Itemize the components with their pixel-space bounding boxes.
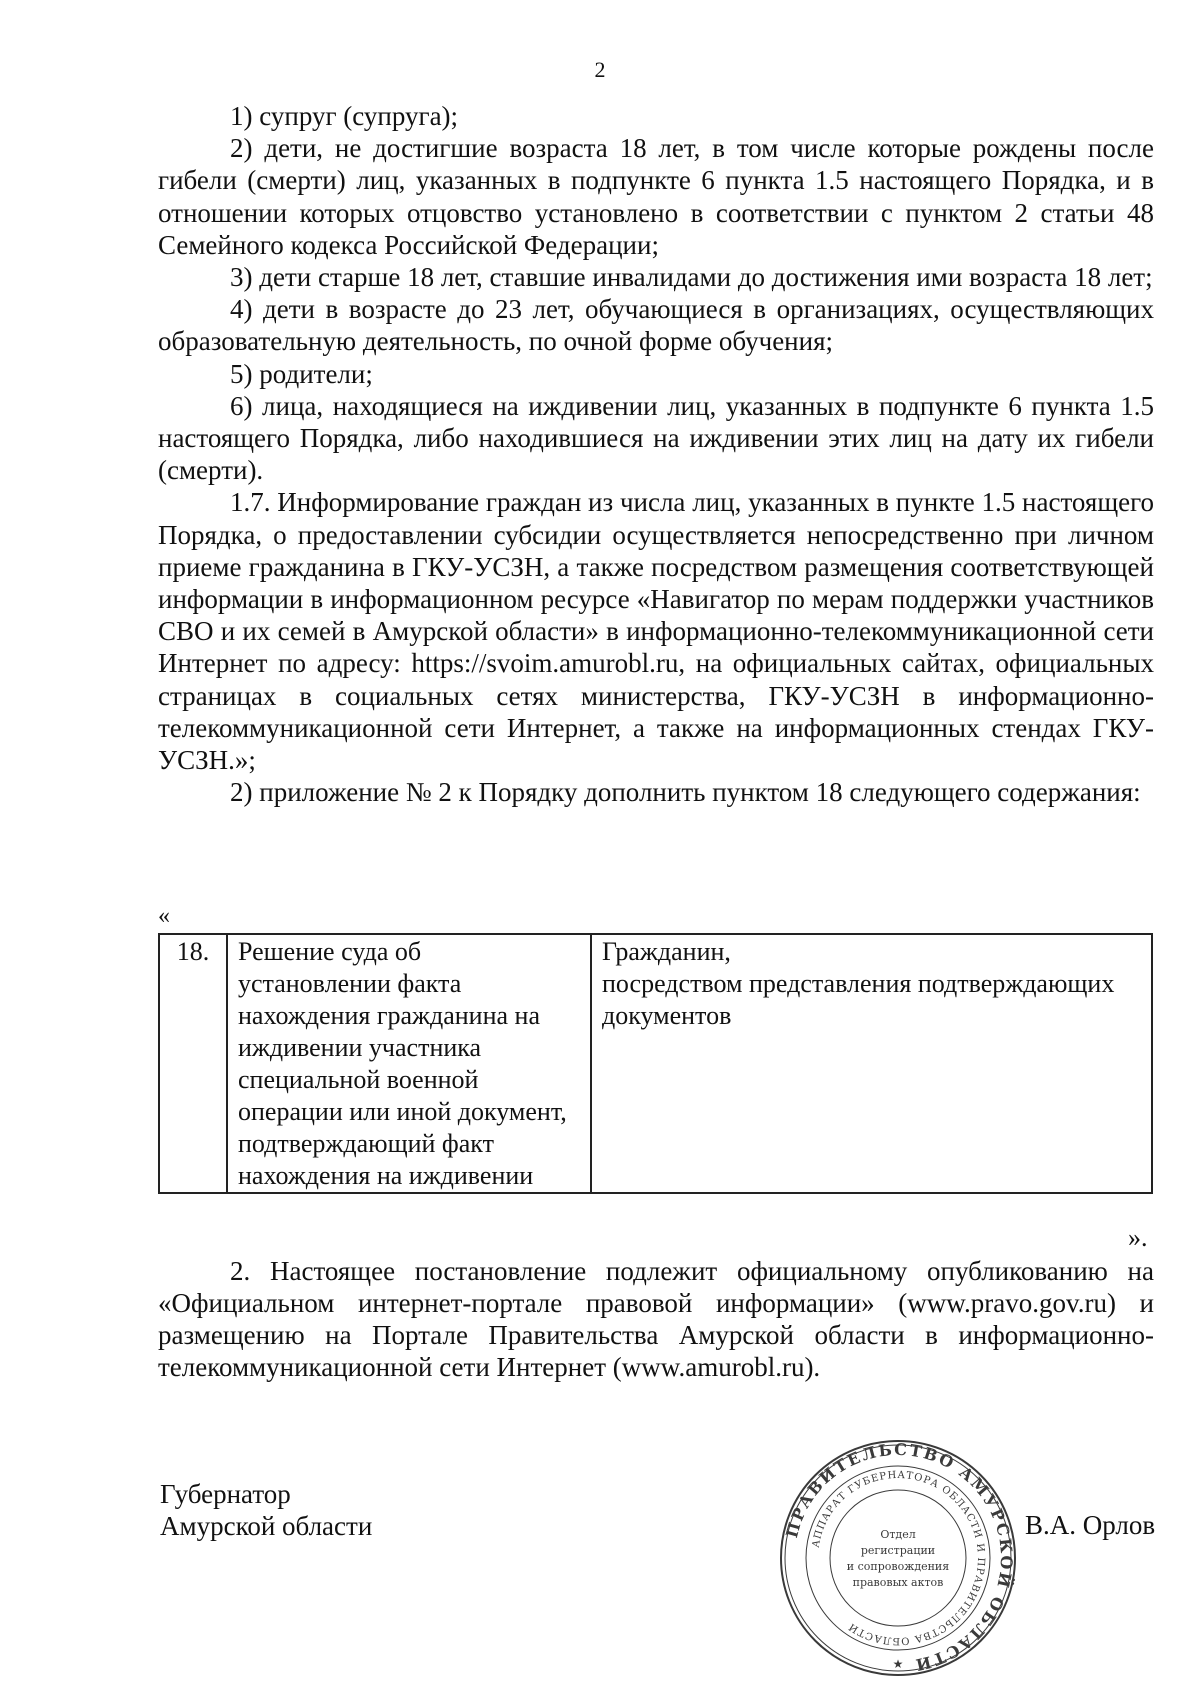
position-line-2: Амурской области	[160, 1511, 373, 1541]
position-line-1: Губернатор	[160, 1479, 291, 1509]
paragraph-students: 4) дети в возрасте до 23 лет, обучающиеся в организациях, осуществляющих образовательную деятельность, по очной форме обучения;	[158, 294, 1154, 357]
table-row	[159, 934, 1152, 1193]
document-body	[158, 100, 1154, 808]
seal-middle-text: АППАРАТ ГУБЕРНАТОРА ОБЛАСТИ И ПРАВИТЕЛЬСТВА ОБЛАСТИ	[810, 1469, 987, 1647]
seal-center-line-4: правовых актов	[852, 1576, 944, 1589]
signatory-name: В.А. Орлов	[1025, 1510, 1156, 1540]
paragraph-informing: 1.7. Информирование граждан из числа лиц, указанных в пункте 1.5 настоящего Порядка, о предоставлении субсидии осуществляется непосредственно при личном приеме гражданина в ГКУ-УСЗН, а также посредством размещения соответствующей информации в информационном ресурсе «Навигатор по мерам поддержки участников СВО и их семей в Амурской области» в информационно-телекоммуникационной сети Интернет по адресу: https://svoim.amurobl.ru, на официальных сайтах, официальных страницах в социальных сетях министерства, ГКУ-УСЗН в информационно-телекоммуникационной сети Интернет, а также на информационных стендах ГКУ-УСЗН.»;	[158, 487, 1154, 776]
paragraph-publication: 2. Настоящее постановление подлежит официальному опубликованию на «Официальном интернет-портале правовой информации» (www.pravo.gov.ru) и размещению на Портале Правительства Амурской области в информационно-телекоммуникационной сети Интернет (www.amurobl.ru).	[158, 1256, 1154, 1382]
source-line-1: Гражданин,	[602, 937, 731, 966]
paragraph-dependents: 6) лица, находящиеся на иждивении лиц, указанных в подпункте 6 пункта 1.5 настоящего Порядка, либо находившиеся на иждивении этих лиц на дату их гибели (смерти).	[158, 390, 1154, 486]
svg-text:АППАРАТ ГУБЕРНАТОРА ОБЛАСТИ И	[811, 1470, 986, 1646]
paragraph-appendix-amendment: 2) приложение № 2 к Порядку дополнить пунктом 18 следующего содержания:	[230, 777, 1141, 808]
quote-close: ».	[1128, 1223, 1148, 1252]
quote-open: «	[158, 903, 170, 929]
seal-star-icon: ★	[892, 1657, 904, 1671]
source-line-2: посредством представления подтверждающих документов	[602, 969, 1115, 1030]
row-number-cell: 18.	[159, 934, 227, 1193]
seal-center-line-2: регистрации	[860, 1544, 936, 1557]
paragraph-children-under-18: 2) дети, не достигшие возраста 18 лет, в том числе которые рождены после гибели (смерти) лиц, указанных в подпункте 6 пункта 1.5 настоящего Порядка, и в отношении которых отцовство установлено в соответствии с пунктом 2 статьи 48 Семейного кодекса Российской Федерации;	[158, 133, 1154, 260]
signatory-position	[160, 1478, 372, 1542]
seal-center-line-1: Отдел	[880, 1528, 916, 1541]
official-seal	[778, 1438, 1018, 1678]
inserted-table	[158, 933, 1153, 1194]
seal-outer-text: ПРАВИТЕЛЬСТВО АМУРСКОЙ ОБЛАСТИ	[782, 1439, 1017, 1675]
source-cell	[591, 934, 1152, 1193]
page-number: 2	[594, 57, 606, 82]
paragraph-disabled-children: 3) дети старше 18 лет, ставшие инвалидами до достижения ими возраста 18 лет;	[230, 262, 1153, 293]
seal-center-line-3: и сопровождения	[846, 1560, 950, 1573]
document-cell: Решение суда об установлении факта нахождения гражданина на иждивении участника специальной военной операции или иной документ, подтверждающий факт нахождения на иждивении	[227, 934, 591, 1193]
paragraph-spouse: 1) супруг (супруга);	[230, 101, 459, 131]
paragraph-parents: 5) родители;	[230, 358, 373, 389]
publication-clause	[158, 1255, 1154, 1383]
